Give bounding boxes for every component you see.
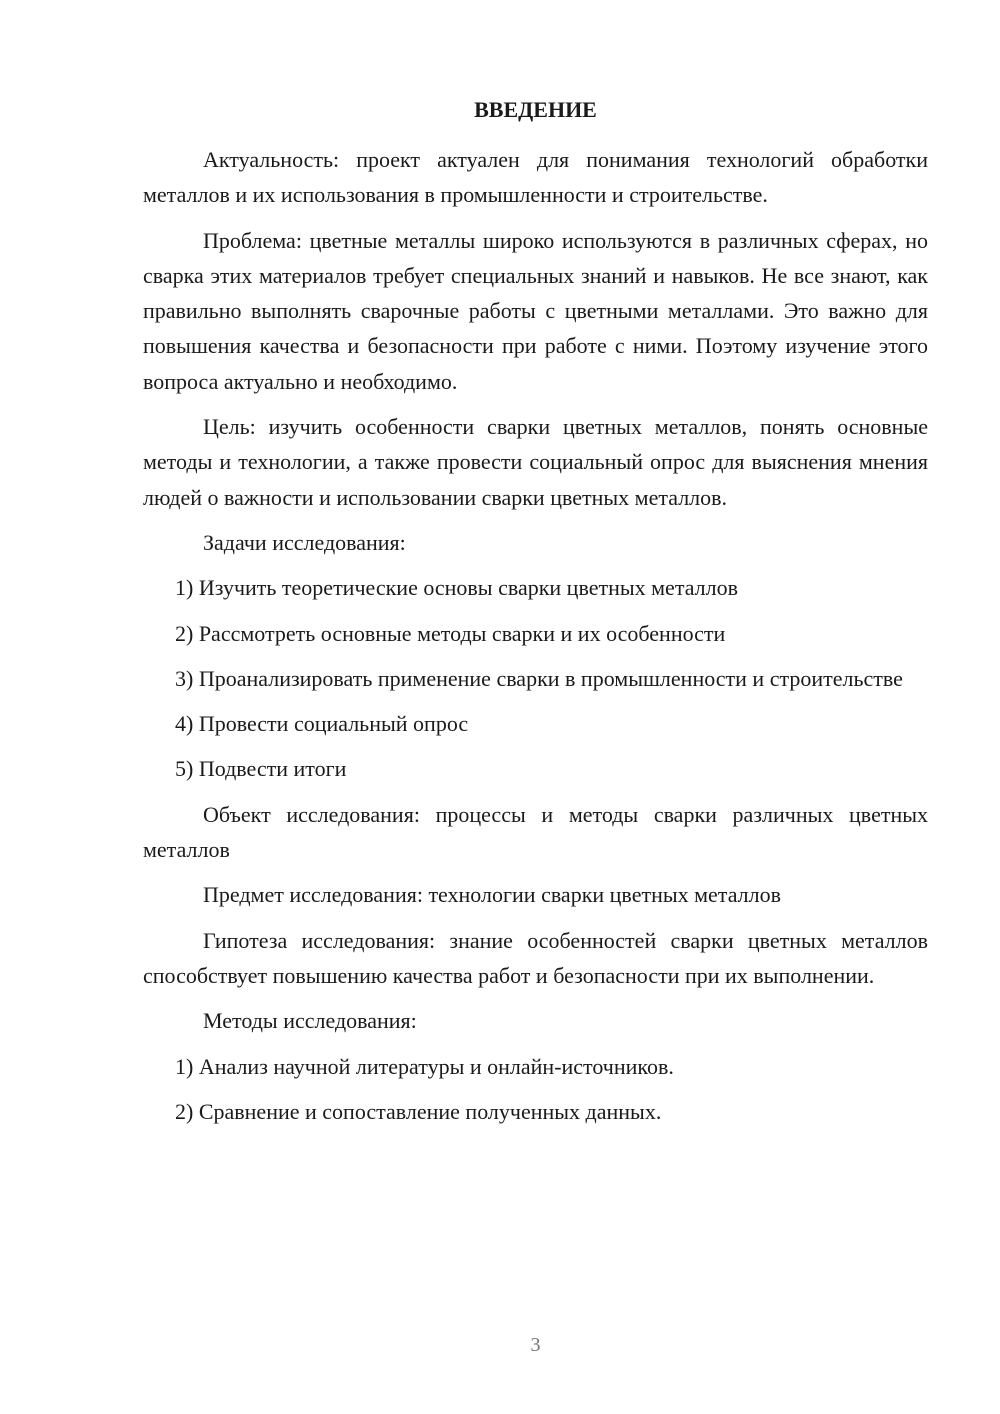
document-body <box>143 142 928 1139</box>
methods-label: Методы исследования: <box>203 1008 417 1034</box>
section-heading: ВВЕДЕНИЕ <box>474 97 597 122</box>
goal-paragraph: Цель: изучить особенности сварки цветных металлов, понять основные методы и технологии, а также провести социальный опрос для выяснения мнения людей о важности и использовании сварки цветных металлов. <box>143 414 928 510</box>
task-item-5: 5) Подвести итоги <box>175 756 347 782</box>
method-item-2: 2) Сравнение и сопоставление полученных данных. <box>175 1098 662 1124</box>
tasks-label: Задачи исследования: <box>203 529 406 555</box>
hypothesis-paragraph: Гипотеза исследования: знание особенностей сварки цветных металлов способствует повышению качества работ и безопасности при их выполнении. <box>143 927 928 988</box>
object-paragraph: Объект исследования: процессы и методы сварки различных цветных металлов <box>143 801 928 863</box>
task-item-3: 3) Проанализировать применение сварки в промышленности и строительстве <box>175 665 903 691</box>
task-item-2: 2) Рассмотреть основные методы сварки и их особенности <box>175 620 726 646</box>
document-page <box>143 0 928 1414</box>
problem-paragraph: Проблема: цветные металлы широко используются в различных сферах, но сварка этих материалов требует специальных знаний и навыков. Не все знают, как правильно выполнять сварочные работы с цветными металлами. Это важно для повышения качества и безопасности при работе с ними. Поэтому изучение этого вопроса актуально и необходимо. <box>143 227 928 394</box>
task-item-1: 1) Изучить теоретические основы сварки цветных металлов <box>175 575 739 601</box>
page-number: 3 <box>530 1334 541 1356</box>
subject-paragraph: Предмет исследования: технологии сварки цветных металлов <box>203 882 781 908</box>
method-item-1: 1) Анализ научной литературы и онлайн-источников. <box>175 1053 674 1079</box>
task-item-4: 4) Провести социальный опрос <box>175 711 469 737</box>
relevance-paragraph: Актуальность: проект актуален для понимания технологий обработки металлов и их использования в промышленности и строительстве. <box>143 147 928 208</box>
